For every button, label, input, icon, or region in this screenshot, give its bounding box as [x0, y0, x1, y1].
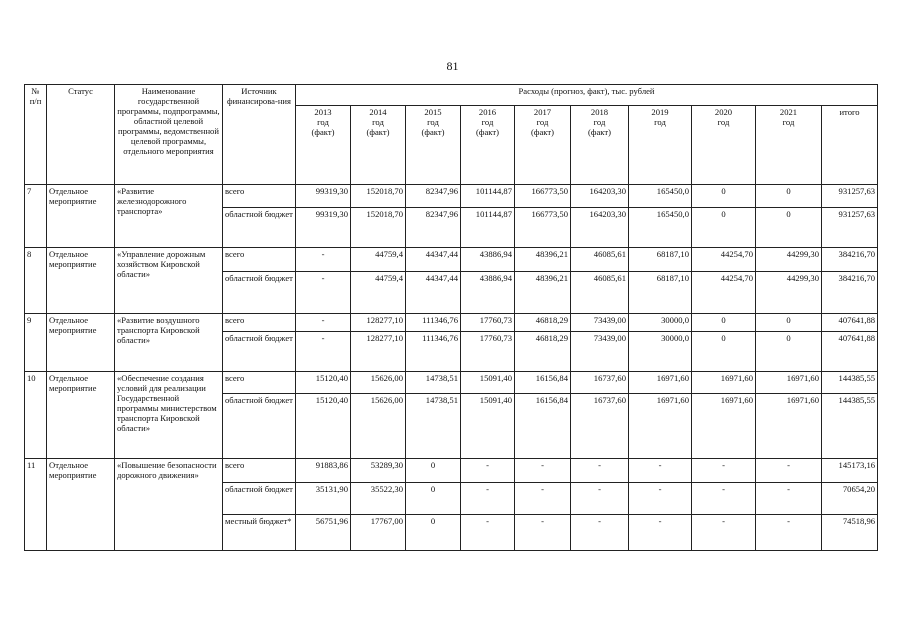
row-value: 111346,76 — [406, 313, 461, 331]
row-total: 145173,16 — [822, 458, 878, 482]
table-row — [25, 458, 878, 482]
row-value: 0 — [692, 332, 756, 372]
year-note: (факт) — [366, 127, 390, 138]
row-value: 164203,30 — [571, 207, 629, 247]
row-value: 101144,87 — [461, 207, 515, 247]
row-value: - — [756, 514, 822, 550]
row-status: Отдельное мероприятие — [47, 313, 115, 371]
year-number: 2019 — [651, 107, 669, 118]
row-status: Отдельное мероприятие — [47, 458, 115, 550]
row-name: «Управление дорожным хозяйством Кировской области» — [115, 247, 223, 313]
row-value: 99319,30 — [296, 185, 351, 207]
header-year — [756, 106, 822, 185]
row-value: 30000,0 — [629, 332, 692, 372]
table-row — [25, 185, 878, 207]
row-source: областной бюджет — [223, 271, 296, 313]
header-total: итого — [822, 106, 878, 185]
row-value: 73439,00 — [571, 332, 629, 372]
expenses-table — [24, 84, 878, 551]
row-total: 407641,88 — [822, 332, 878, 372]
row-source: всего — [223, 185, 296, 207]
row-number: 8 — [25, 247, 47, 313]
row-value: 43886,94 — [461, 271, 515, 313]
row-value: 0 — [756, 185, 822, 207]
row-value: 16971,60 — [756, 372, 822, 394]
row-number: 11 — [25, 458, 47, 550]
row-value: 91883,86 — [296, 458, 351, 482]
row-value: 16971,60 — [629, 394, 692, 458]
year-number: 2013 — [314, 107, 332, 118]
header-name: Наименование государственной программы, подпрограммы, областной целевой программы, ведомственной целевой программы, отдельного мероприятия — [115, 85, 223, 185]
row-source: областной бюджет — [223, 394, 296, 458]
row-value: 0 — [756, 332, 822, 372]
row-value: 44299,30 — [756, 271, 822, 313]
year-number: 2014 — [369, 107, 387, 118]
header-year — [461, 106, 515, 185]
row-value: 15626,00 — [351, 394, 406, 458]
year-number: 2017 — [533, 107, 552, 118]
row-value: 44347,44 — [406, 247, 461, 271]
row-value: 46085,61 — [571, 271, 629, 313]
year-unit: год — [593, 117, 606, 128]
header-source: Источник финансирова-ния — [223, 85, 296, 185]
header-year — [571, 106, 629, 185]
row-value: - — [461, 514, 515, 550]
year-unit: год — [427, 117, 439, 128]
row-value: 15626,00 — [351, 372, 406, 394]
row-value: 101144,87 — [461, 185, 515, 207]
row-number: 10 — [25, 372, 47, 458]
row-value: - — [692, 458, 756, 482]
table-row — [25, 313, 878, 331]
row-source: областной бюджет — [223, 207, 296, 247]
row-value: - — [692, 514, 756, 550]
table-row — [25, 247, 878, 271]
row-total: 407641,88 — [822, 313, 878, 331]
row-total: 144385,55 — [822, 372, 878, 394]
row-value: 44759,4 — [351, 247, 406, 271]
row-status: Отдельное мероприятие — [47, 372, 115, 458]
row-value: 16156,84 — [515, 394, 571, 458]
row-value: 73439,00 — [571, 313, 629, 331]
row-value: - — [629, 514, 692, 550]
row-value: 44759,4 — [351, 271, 406, 313]
row-value: 44299,30 — [756, 247, 822, 271]
row-total: 70654,20 — [822, 482, 878, 514]
row-value: - — [571, 514, 629, 550]
row-value: 16737,60 — [571, 372, 629, 394]
year-note: (факт) — [311, 127, 335, 138]
row-value: - — [296, 271, 351, 313]
row-value: - — [296, 313, 351, 331]
row-status: Отдельное мероприятие — [47, 185, 115, 247]
row-value: 48396,21 — [515, 271, 571, 313]
row-name: «Развитие железнодорожного транспорта» — [115, 185, 223, 247]
row-value: 30000,0 — [629, 313, 692, 331]
row-value: 17767,00 — [351, 514, 406, 550]
year-unit: год — [317, 117, 329, 128]
row-value: 46818,29 — [515, 313, 571, 331]
row-value: 43886,94 — [461, 247, 515, 271]
row-value: 56751,96 — [296, 514, 351, 550]
year-note: (факт) — [588, 127, 611, 138]
row-value: 17760,73 — [461, 332, 515, 372]
year-unit: год — [536, 117, 549, 128]
row-total: 74518,96 — [822, 514, 878, 550]
row-value: 166773,50 — [515, 185, 571, 207]
row-value: 17760,73 — [461, 313, 515, 331]
row-value: 165450,0 — [629, 185, 692, 207]
page-number: 81 — [446, 59, 459, 73]
row-value: 15120,40 — [296, 372, 351, 394]
row-value: - — [296, 247, 351, 271]
row-value: - — [756, 458, 822, 482]
row-value: 82347,96 — [406, 207, 461, 247]
row-number: 7 — [25, 185, 47, 247]
row-value: 15120,40 — [296, 394, 351, 458]
year-unit: год — [654, 117, 666, 128]
row-value: 111346,76 — [406, 332, 461, 372]
header-num: № п/п — [25, 85, 47, 185]
row-total: 931257,63 — [822, 185, 878, 207]
row-value: - — [461, 482, 515, 514]
year-number: 2018 — [590, 107, 609, 118]
row-value: - — [571, 482, 629, 514]
row-value: 68187,10 — [629, 271, 692, 313]
year-number: 2015 — [424, 107, 442, 118]
row-value: 46818,29 — [515, 332, 571, 372]
row-total: 931257,63 — [822, 207, 878, 247]
row-value: - — [629, 482, 692, 514]
year-note: (факт) — [476, 127, 499, 138]
row-source: местный бюджет* — [223, 514, 296, 550]
year-number: 2020 — [714, 107, 733, 118]
header-year — [351, 106, 406, 185]
header-year — [692, 106, 756, 185]
row-value: 82347,96 — [406, 185, 461, 207]
header-expenses: Расходы (прогноз, факт), тыс. рублей — [296, 85, 878, 106]
row-name: «Развитие воздушного транспорта Кировской области» — [115, 313, 223, 371]
row-name: «Повышение безопасности дорожного движения» — [115, 458, 223, 550]
row-value: 44254,70 — [692, 247, 756, 271]
row-value: 16156,84 — [515, 372, 571, 394]
row-status: Отдельное мероприятие — [47, 247, 115, 313]
row-value: 99319,30 — [296, 207, 351, 247]
row-value: - — [515, 514, 571, 550]
row-value: - — [515, 458, 571, 482]
row-value: 0 — [406, 458, 461, 482]
row-value: - — [296, 332, 351, 372]
row-value: - — [461, 458, 515, 482]
row-value: 14738,51 — [406, 394, 461, 458]
row-value: 16971,60 — [692, 372, 756, 394]
row-value: 0 — [692, 185, 756, 207]
row-value: 164203,30 — [571, 185, 629, 207]
row-value: 0 — [692, 313, 756, 331]
row-value: - — [515, 482, 571, 514]
header-row — [25, 85, 878, 106]
row-value: - — [756, 482, 822, 514]
row-value: 0 — [756, 207, 822, 247]
year-unit: год — [782, 117, 795, 128]
row-value: 16971,60 — [692, 394, 756, 458]
row-source: всего — [223, 372, 296, 394]
header-year — [296, 106, 351, 185]
table-body — [25, 85, 878, 551]
row-source: областной бюджет — [223, 332, 296, 372]
row-value: 16971,60 — [629, 372, 692, 394]
row-value: 165450,0 — [629, 207, 692, 247]
row-value: 44347,44 — [406, 271, 461, 313]
row-source: всего — [223, 247, 296, 271]
year-number: 2021 — [779, 107, 798, 118]
year-note: (факт) — [421, 127, 445, 138]
row-value: 0 — [756, 313, 822, 331]
row-value: 16737,60 — [571, 394, 629, 458]
year-unit: год — [481, 117, 494, 128]
row-value: 0 — [406, 482, 461, 514]
row-value: 152018,70 — [351, 185, 406, 207]
row-name: «Обеспечение создания условий для реализации Государственной программы министерством транспорта Кировской области» — [115, 372, 223, 458]
row-source: всего — [223, 458, 296, 482]
row-value: - — [692, 482, 756, 514]
row-value: 46085,61 — [571, 247, 629, 271]
row-value: 0 — [406, 514, 461, 550]
header-year — [515, 106, 571, 185]
header-year — [406, 106, 461, 185]
row-total: 384216,70 — [822, 247, 878, 271]
row-value: 48396,21 — [515, 247, 571, 271]
year-note: (факт) — [531, 127, 554, 138]
row-value: 14738,51 — [406, 372, 461, 394]
row-value: 16971,60 — [756, 394, 822, 458]
row-value: 128277,10 — [351, 332, 406, 372]
row-source: всего — [223, 313, 296, 331]
year-unit: год — [372, 117, 384, 128]
row-value: 15091,40 — [461, 394, 515, 458]
row-value: 166773,50 — [515, 207, 571, 247]
row-total: 384216,70 — [822, 271, 878, 313]
row-value: 15091,40 — [461, 372, 515, 394]
row-value: 53289,30 — [351, 458, 406, 482]
row-value: 35522,30 — [351, 482, 406, 514]
row-number: 9 — [25, 313, 47, 371]
row-value: 35131,90 — [296, 482, 351, 514]
row-total: 144385,55 — [822, 394, 878, 458]
year-unit: год — [717, 117, 730, 128]
header-year — [629, 106, 692, 185]
row-value: 0 — [692, 207, 756, 247]
row-value: 152018,70 — [351, 207, 406, 247]
row-value: - — [629, 458, 692, 482]
year-number: 2016 — [478, 107, 497, 118]
row-value: 128277,10 — [351, 313, 406, 331]
table-row — [25, 372, 878, 394]
row-value: 68187,10 — [629, 247, 692, 271]
row-source: областной бюджет — [223, 482, 296, 514]
row-value: 44254,70 — [692, 271, 756, 313]
header-status: Статус — [47, 85, 115, 185]
row-value: - — [571, 458, 629, 482]
